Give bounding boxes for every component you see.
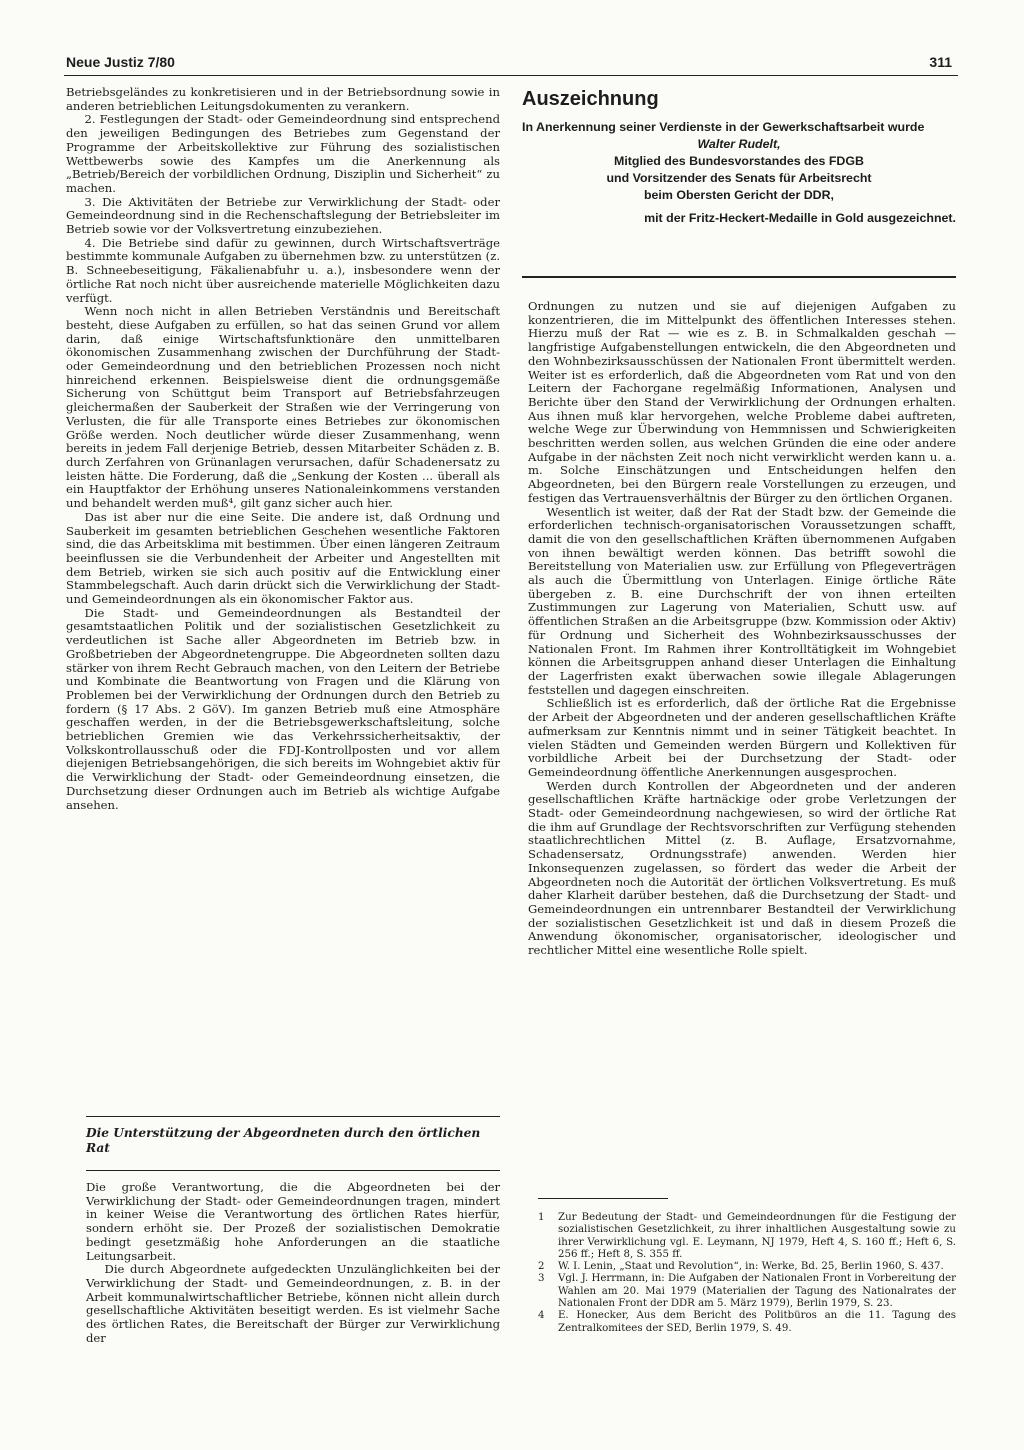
paragraph: Ordnungen zu nutzen und sie auf diejenigen Aufgaben zu konzentrieren, die im Mittelpunkt des öffentlichen Interesses stehen. Hierzu muß der Rat — wie es z. B. in Schmalkalden geschah — langfristige Aufgabenstellungen entwickeln, die den Abgeordneten und den Wohnbezirksausschüssen der Nationalen Front übermittelt werden. Weiter ist es erforderlich, daß die Abgeordneten vom Rat und von den Leitern der Fachorgane regelmäßig Informationen, Analysen und Berichte über den Stand der Verwirklichung der Ordnungen erhalten. Aus ihnen muß klar hervorgehen, welche Probleme dabei auftreten, welche Wege zur Überwindung von Hemmnissen und Schwierigkeiten beschritten werden sollen, aus welchen Gründen die eine oder andere Aufgabe in der nächsten Zeit noch nicht verwirklicht werden kann u. a. m. Solche Einschätzungen und Entscheidungen helfen den Abgeordneten, bei den Bürgern reale Vorstellungen zu erzeugen, und festigen das Vertrauensverhältnis der Bürger zu den örtlichen Organen. [528, 299, 956, 505]
footnote-number: 1 [538, 1212, 545, 1223]
header-rule [64, 75, 958, 76]
paragraph: Die durch Abgeordnete aufgedeckten Unzulänglichkeiten bei der Verwirklichung der Stadt- und Gemeindeordnungen, z. B. in der Arbeit kommunalwirtschaftlicher Betriebe, können nicht allein durch gesellschaftliche Aktivitäten beseitigt werden. Es ist vielmehr Sache des örtlichen Rates, die Bereitschaft der Bürger zur Verwirklichung der [86, 1262, 500, 1345]
footnote [538, 1212, 956, 1261]
paragraph: Das ist aber nur die eine Seite. Die andere ist, daß Ordnung und Sauberkeit im gesamten betrieblichen Geschehen wesentliche Faktoren sind, die das Arbeitsklima mit bestimmen. Über einen längeren Zeitraum beeinflussen sie die Verbundenheit der Arbeiter und Angestellten mit dem Betrieb, wirken sie sich auch positiv auf die Entwicklung einer Stammbelegschaft. Auch darin drückt sich die Verwirklichung der Stadt- und Gemeindeordnungen als ein ökonomischer Faktor aus. [66, 509, 500, 607]
paragraph: Wenn noch nicht in allen Betrieben Verständnis und Bereitschaft besteht, diese Aufgaben zu erfüllen, so hat das seinen Grund vor allem darin, daß einige Wirtschaftsfunktionäre den unmittelbaren ökonomischen Zusammenhang zwischen der Durchführung der Stadt- oder Gemeindeordnung und den betrieblichen Prozessen noch nicht hinreichend erkennen. Beispielsweise dient die ordnungsgemäße Sicherung von Schüttgut beim Transport auf Betriebsfahrzeugen gleichermaßen der Sauberkeit der Straßen wie der Verringerung von Verlusten, die für alle Transporte eines Betriebes zur ökonomischen Größe werden. Noch deutlicher würde dieser Zusammenhang, wenn bereits in jedem Fall derjenige Betrieb, dessen Mitarbeiter Schäden z. B. durch Zerfahren von Grünanlagen verursachen, dafür Schadenersatz zu leisten hätte. Die Forderung, daß die „Senkung der Kosten ... überall als ein Hauptfaktor der Erhöhung unseres Nationaleinkommens verstanden und behandelt werden muß⁴, gilt ganz sicher auch hier. [66, 304, 500, 511]
award-rule [522, 276, 956, 278]
footnote-number: 3 [538, 1273, 545, 1285]
paragraph: Wesentlich ist weiter, daß der Rat der Stadt bzw. der Gemeinde die erforderlichen technisch-organisatorischen Voraussetzungen schafft, damit die von den gesellschaftlichen Kräften übernommenen Aufgaben von ihnen bewältigt werden können. Das betrifft sowohl die Bereitstellung von Materialien usw. zur Erfüllung von Pflegeverträgen als auch die Übermittlung von Unterlagen. Einige örtliche Räte übergeben z. B. eine Durchschrift der von ihnen erteilten Zustimmungen zur Lagerung von Materialien, Schutt usw. auf öffentlichen Straßen an die Arbeitsgruppe (bzw. Kommission oder Aktiv) für Ordnung und Sicherheit des Wohnbezirksausschusses der Nationalen Front. Im Rahmen ihrer Kontrolltätigkeit im Wohngebiet können die Arbeitsgruppen anhand dieser Unterlagen die Einhaltung der Lagerfristen exakt überwachen sowie illegale Ablagerungen feststellen und dagegen einschreiten. [528, 504, 956, 697]
section-rule-bottom [86, 1170, 500, 1171]
paragraph: Die große Verantwortung, die die Abgeordneten bei der Verwirklichung der Stadt- oder Gemeindeordnungen tragen, mindert in keiner Weise die Verantwortung des örtlichen Rates hierfür, sondern erhöht sie. Der Prozeß der sozialistischen Demokratie bedingt gesetzmäßig hohe Anforderungen an die staatliche Leitungsarbeit. [86, 1180, 500, 1263]
paragraph: 3. Die Aktivitäten der Betriebe zur Verwirklichung der Stadt- oder Gemeindeordnung sind in die Rechenschaftslegung der Betriebsleiter im Betrieb sowie vor der Volksvertretung einzubeziehen. [66, 194, 500, 237]
paragraph: 4. Die Betriebe sind dafür zu gewinnen, durch Wirtschaftsverträge bestimmte kommunale Aufgaben zu übernehmen bzw. zu unterstützen (z. B. Schneebeseitigung, Fäkalienabfuhr u. a.), insbesondere wenn der örtliche Rat noch nicht über ausreichende materielle Möglichkeiten dazu verfügt. [66, 235, 500, 305]
right-column [528, 300, 956, 958]
award-intro: In Anerkennung seiner Verdienste in der Gewerkschaftsarbeit wurde [522, 120, 925, 134]
footnote-number: 4 [538, 1310, 545, 1322]
paragraph: Werden durch Kontrollen der Abgeordneten und der anderen gesellschaftlichen Kräfte hartnäckige oder grobe Verletzungen der Stadt- oder Gemeindeordnung nachgewiesen, so wird der örtliche Rat die ihm auf Grundlage der Rechtsvorschriften zur Verfügung stehenden staatlichrechtlichen Mittel (z. B. Auflage, Ersatzvornahme, Schadensersatz, Ordnungsstrafe) anwenden. Werden hier Inkonsequenzen zugelassen, so fördert das weder die Arbeit der Abgeordneten noch die Autorität der örtlichen Volksvertretung. Es muß daher Klarheit darüber bestehen, daß die Durchsetzung der Stadt- und Gemeindeordnungen ein untrennbarer Bestandteil der Verwirklichung der sozialistischen Gesetzlichkeit ist und daß in diesem Prozeß die Anwendung ökonomischer, organisatorischer, ideologischer und rechtlicher Mittel eine wesentliche Rolle spielt. [528, 778, 956, 958]
award-statement: mit der Fritz-Heckert-Medaille in Gold ausgezeichnet. [644, 211, 956, 225]
footnote-text: Vgl. J. Herrmann, in: Die Aufgaben der Nationalen Front in Vorbereitung der Wahlen am 20. Mai 1979 (Materialien der Tagung des Nationalrates der Nationalen Front der DDR am 5. März 1979), Berlin 1979, S. 23. [558, 1273, 956, 1310]
footnote-number: 2 [538, 1261, 545, 1273]
recipient-name: Walter Rudelt, [697, 137, 781, 151]
paragraph: Schließlich ist es erforderlich, daß der örtliche Rat die Ergebnisse der Arbeit der Abgeordneten und der anderen gesellschaftlichen Kräfte aufmerksam zur Kenntnis nimmt und in seiner Tätigkeit beachtet. In vielen Städten und Gemeinden werden Bürgern und Kollektiven für vorbildliche Arbeit bei der Durchsetzung der Stadt- oder Gemeindeordnung öffentliche Anerkennungen ausgesprochen. [528, 696, 956, 779]
section-rule-top [86, 1116, 500, 1117]
award-heading: Auszeichnung [522, 88, 659, 110]
footnote-text: W. I. Lenin, „Staat und Revolution“, in: Werke, Bd. 25, Berlin 1960, S. 437. [558, 1261, 944, 1273]
journal-title: Neue Justiz 7/80 [66, 54, 175, 70]
paragraph: Die Stadt- und Gemeindeordnungen als Bestandteil der gesamtstaatlichen Politik und der sozialistischen Gesetzlichkeit zu verdeutlichen ist Sache aller Abgeordneten im Betrieb bzw. in Großbetrieben der Abgeordnetengruppe. Die Abgeordneten sollten dazu stärker von ihrem Recht Gebrauch machen, von den Leitern der Betriebe und Kombinate die Beantwortung von Fragen und die Klärung von Problemen bei der Verwirklichung der Ordnungen durch den Betrieb zu fordern (§ 17 Abs. 2 GöV). Im ganzen Betrieb muß eine Atmosphäre geschaffen werden, in der die Betriebsgewerkschaftsleitung, solche betrieblichen Gremien wie das Verkehrssicherheitsaktiv, der Volkskontrollausschuß oder die FDJ-Kontrollposten und vor allem diejenigen Betriebsangehörigen, die sich bereits im Wohngebiet aktiv für die Verwirklichung der Stadt- oder Gemeindeordnung einsetzen, die Durchsetzung dieser Ordnungen auch im Betrieb als wichtige Aufgabe ansehen. [66, 605, 500, 812]
award-notice [522, 119, 956, 227]
recipient-role: beim Obersten Gericht der DDR, [643, 188, 835, 202]
paragraph: 2. Festlegungen der Stadt- oder Gemeindeordnung sind entsprechend den jeweiligen Bedingungen des Betriebes zum Gegenstand der Programme der Arbeitskollektive zur Führung des sozialistischen Wettbewerbs sowie des Kampfes um die Anerkennung als „Betrieb/Bereich der vorbildlichen Ordnung, Disziplin und Sicherheit“ zu machen. [66, 112, 500, 195]
recipient-role: Mitglied des Bundesvorstandes des FDGB [614, 154, 864, 168]
footnote-rule [538, 1198, 668, 1199]
footnote-text: E. Honecker, Aus dem Bericht des Politbüros an die 11. Tagung des Zentralkomitees der SED, Berlin 1979, S. 49. [558, 1310, 956, 1334]
footnote-text: Zur Bedeutung der Stadt- und Gemeindeordnungen für die Festigung der sozialistischen Gesetzlichkeit, zu ihrer inhaltlichen Ausgestaltung sowie zu ihrer Verwirklichung vgl. E. Leymann, NJ 1979, Heft 4, S. 160 ff.; Heft 6, S. 256 ff.; Heft 8, S. 355 ff. [558, 1212, 956, 1260]
left-column-top [66, 86, 500, 812]
left-column-bottom [86, 1181, 500, 1345]
footnote [538, 1261, 956, 1273]
footnote [538, 1310, 956, 1335]
recipient-role: und Vorsitzender des Senats für Arbeitsrecht [606, 171, 872, 185]
footnote [538, 1273, 956, 1310]
page-number: 311 [929, 54, 952, 70]
section-heading: Die Unterstützung der Abgeordneten durch den örtlichen Rat [86, 1126, 481, 1155]
paragraph: Betriebsgeländes zu konkretisieren und in der Betriebsordnung sowie in anderen betrieblichen Leitungsdokumenten zu verankern. [66, 85, 500, 113]
award-recipient [522, 136, 956, 204]
footnotes [538, 1212, 956, 1335]
